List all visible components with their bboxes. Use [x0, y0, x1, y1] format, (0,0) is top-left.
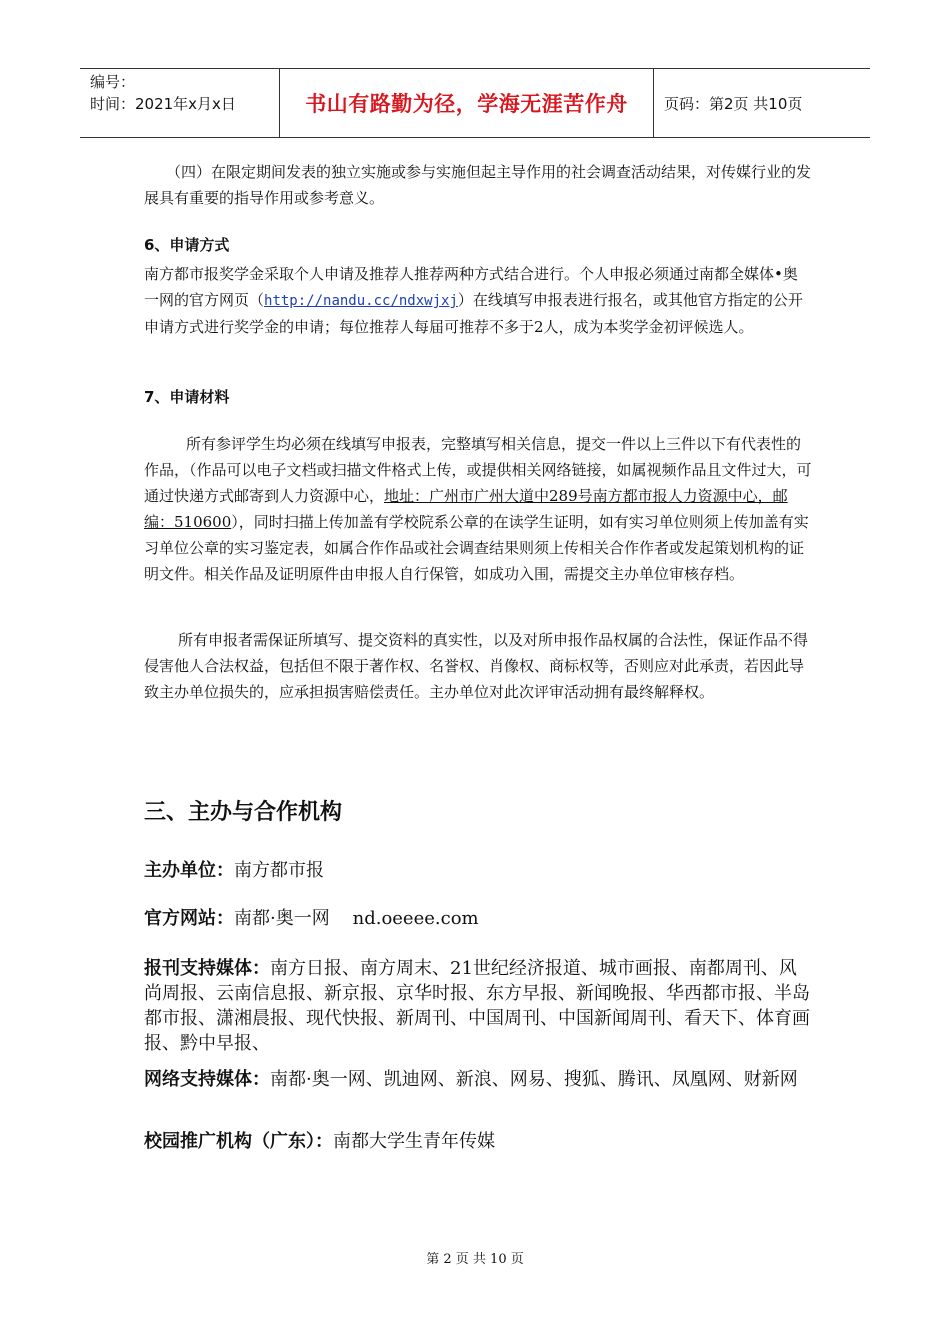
site-row — [144, 906, 812, 931]
page-footer: 第 2 页 共 10 页 — [426, 1252, 524, 1267]
header-meta — [80, 69, 280, 137]
doc-date-label: 时间：2021年x月x日 — [90, 95, 236, 113]
section6-text-b: ）在线填写申报表进行报名，或其他官方指定的公开申请方式进行奖学金的申请；每位推荐人每届可推荐不多于2人，成为本奖学金初评候选人。 — [144, 291, 803, 336]
application-link[interactable]: http://nandu.cc/ndxwjxj — [264, 293, 458, 309]
print-media-value: 南方日报、南方周末、21世纪经济报道、城市画报、南都周刊、风尚周报、云南信息报、新京报、京华时报、东方早报、新闻晚报、华西都市报、半岛都市报、潇湘晨报、现代快报、新周刊、中国周刊、中国新闻周刊、看天下、体育画报、黔中早报、 — [144, 958, 810, 1054]
site-label: 官方网站： — [144, 908, 234, 929]
section6-heading: 6、申请方式 — [144, 236, 230, 254]
section6-paragraph — [144, 261, 812, 340]
web-media-row — [144, 1067, 812, 1092]
hr-address: 地址：广州市广州大道中289号南方都市报人力资源中心，邮编：510600 — [144, 487, 788, 531]
section7-text-a: 所有参评学生均必须在线填写申报表，完整填写相关信息，提交一件以上三件以下有代表性的作品，（作品可以电子文档或扫描文件格式上传，或提供相关网络链接，如属视频作品且文件过大，可通过快递方式邮寄到人力资源中心， — [144, 435, 812, 505]
section6-text-a: 南方都市报奖学金采取个人申请及推荐人推荐两种方式结合进行。个人申报必须通过南都全媒体•奥一网的官方网页（ — [144, 265, 798, 309]
web-media-value: 南都·奥一网、凯迪网、新浪、网易、搜狐、腾讯、凤凰网、财新网 — [270, 1069, 798, 1090]
web-media-label: 网络支持媒体： — [144, 1069, 270, 1090]
campus-row — [144, 1129, 812, 1154]
campus-value: 南都大学生青年传媒 — [333, 1131, 495, 1152]
section7-text-b: ），同时扫描上传加盖有学校院系公章的在读学生证明，如有实习单位则须上传加盖有实习单位公章的实习鉴定表，如属合作作品或社会调查结果则须上传相关合作作者或发起策划机构的证明文件。相关作品及证明原件由申报人自行保管，如成功入围，需提交主办单位审核存档。 — [144, 513, 809, 583]
part3-heading: 三、主办与合作机构 — [144, 800, 343, 825]
site-value: 南都·奥一网 nd.oeeee.com — [234, 908, 479, 929]
doc-number-label: 编号： — [90, 73, 136, 91]
campus-label: 校园推广机构（广东）： — [144, 1131, 333, 1152]
host-label: 主办单位： — [144, 860, 234, 881]
section7-paragraph-1 — [144, 431, 812, 587]
header-page-info: 页码：第2页 共10页 — [664, 94, 803, 113]
header-motto-cell — [280, 69, 654, 137]
print-media-label: 报刊支持媒体： — [144, 958, 270, 979]
host-row — [144, 858, 812, 883]
item-four-paragraph: （四）在限定期间发表的独立实施或参与实施但起主导作用的社会调查活动结果，对传媒行业的发展具有重要的指导作用或参考意义。 — [144, 163, 812, 207]
section7-heading: 7、申请材料 — [144, 388, 230, 406]
section7-paragraph-2: 所有申报者需保证所填写、提交资料的真实性，以及对所申报作品权属的合法性，保证作品不得侵害他人合法权益，包括但不限于著作权、名誉权、肖像权、商标权等，否则应对此承责，若因此导致主办单位损失的，应承担损害赔偿责任。主办单位对此次评审活动拥有最终解释权。 — [144, 631, 809, 701]
page-header — [80, 68, 870, 138]
host-value: 南方都市报 — [234, 860, 324, 881]
header-motto: 书山有路勤为径，学海无涯苦作舟 — [305, 92, 628, 116]
print-media-row — [144, 956, 812, 1056]
